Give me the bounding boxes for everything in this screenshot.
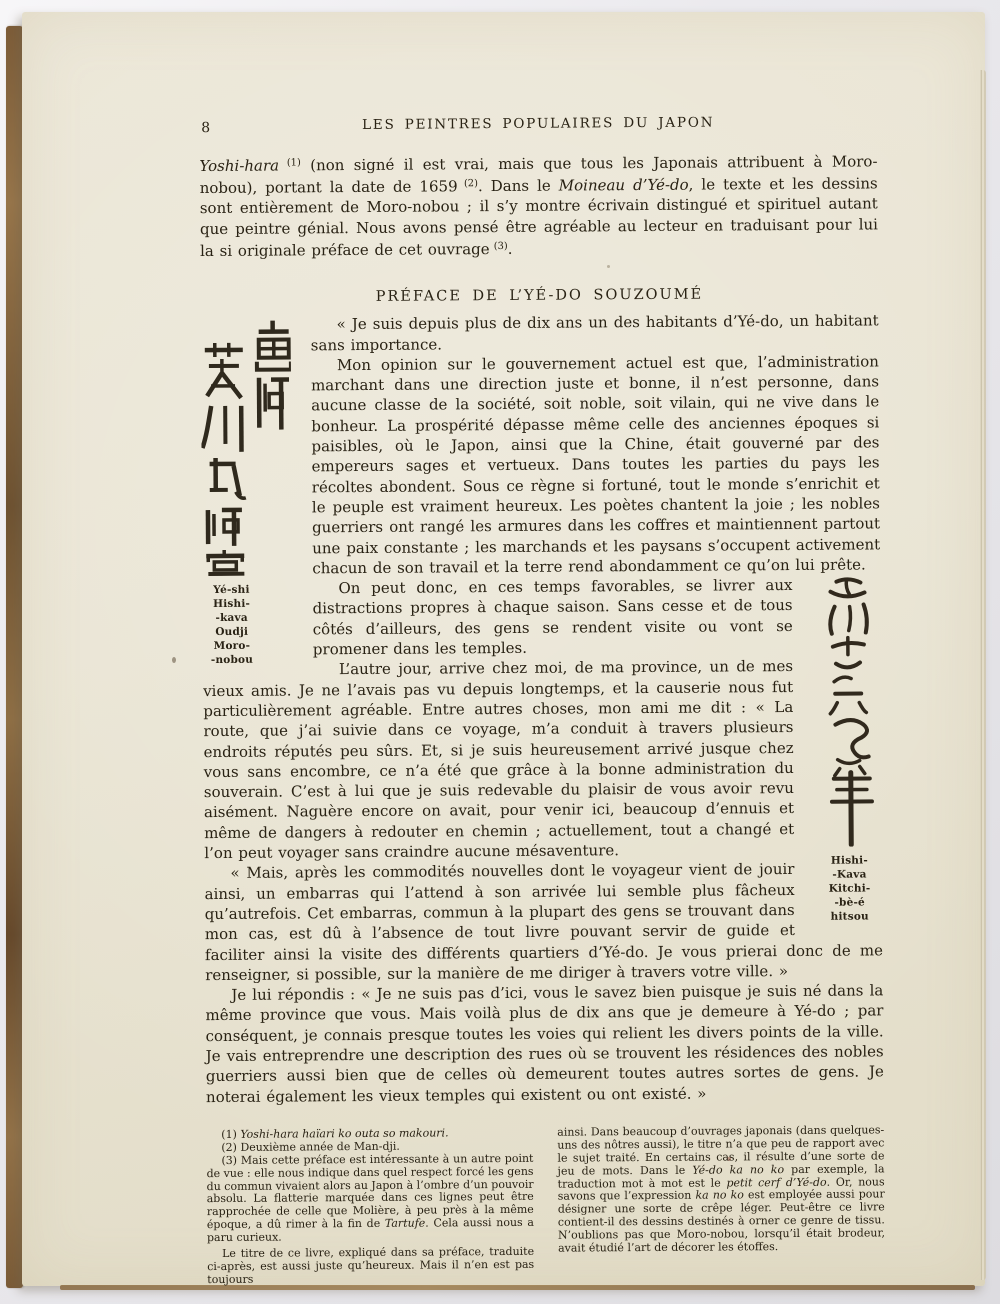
moronobu-signature-calligraphy: [201, 318, 293, 577]
footnote-3-continued: Le titre de ce livre, expliqué dans sa préface, traduite ci-après, est aussi juste qu’heureux. Mais il n’en est pas toujours: [207, 1244, 535, 1286]
preface-paragraph: « Mais, après les commodités nouvelles dont le voyageur vient de jouir ainsi, un embarras qui l’attend à son arrivée lui semble plus fâcheux qu’autrefois. Cet embarras, commun à la plupart des gens se trouvant dans mon cas, est dû à l’absence de tout livre pouvant servir de guide et faciliter ainsi la visite des différents quartiers d’Yé-do. Je vous prierai donc de me renseigner, si possible, sur la manière de me diriger à travers votre ville. »: [204, 860, 884, 984]
moronobu-signature-caption: Yé-shi Hishi- -kava Oudji Moro- -nobou: [210, 584, 254, 667]
footnote-2: (2) Deuxième année de Man-dji.: [221, 1139, 400, 1154]
preface-paragraph: L’autre jour, arrive chez moi, de ma province, un de mes vieux amis. Je ne l’avais pas vu depuis longtemps, et la causerie nous fut particulièrement agréable. Entre autres choses, mon ami me dit : « La route, que j’ai suivie dans ce voyage, m’a conduit à travers plusieurs endroits réputés peu sûrs. Et, si je suis heureusement arrivé jusque chez vous sans encombre, ce n’a été que grâce à la bonne administration du souverain. C’est à lui que je suis redevable du plaisir de vous avoir revu aisément. Naguère encore on avait, pour venir ici, beaucoup d’ennuis et même de dangers à redouter en chemin ; actuellement, tout a changé et l’on peut voyager sans craindre aucune mésaventure.: [203, 657, 795, 863]
footnote-3: (3) Mais cette préface est intéressante à un autre point de vue : elle nous indique dans quel respect forcé les gens du commun vivaient alors au Japon à l’ombre d’un pouvoir absolu. La flatterie marquée dans ces lignes peut être rapprochée de celle que Molière, à peu près à la même époque, a dû rimer à la fin de Tartufe. Cela aussi nous a paru curieux.: [206, 1151, 534, 1245]
paragraph-text: « Je suis depuis plus de dix ans un des habitants d’Yé-do, un habitant sans importance.: [310, 311, 879, 354]
kichibee-signature-calligraphy: [822, 577, 880, 847]
running-head: [199, 113, 877, 138]
footnote-column-right: [557, 1124, 885, 1284]
preface-heading: PRÉFACE DE L’YÉ-DO SOUZOUMÉ: [375, 286, 704, 306]
footnote-1: (1) Yoshi-hara haïari ko outa so makouri.: [221, 1126, 449, 1141]
preface-paragraph: Je lui répondis : « Je ne suis pas d’ici, vous le savez bien puisque je suis né dans la même province que vous. Mais voilà plus de dix ans que je demeure à Yé-do ; par conséquent, je connais presque toutes les voies qui relient les divers points de la ville. Je vais entreprendre une description des rues où se trouvent les résidences des nobles guerriers aussi bien que de celles où demeurent toutes autres sortes de gens. Je noterai également les vieux temples qui existent ou ont existé. »: [205, 981, 884, 1106]
preface-paragraph: Mon opinion sur le gouvernement actuel est que, l’administration marchant dans une direction juste et bonne, il n’est personne, dans aucune classe de la société, soit noble, soit vilain, qui ne vive dans le bonheur. La prospérité dépasse même celle des anciennes époques si paisibles, où le Japon, ainsi que la Chine, était gouverné par des empereurs sages et vertueux. Dans toutes les parties du pays les récoltes abondent. Sous ce règne si fortuné, tout le monde s’enrichit et le peuple est vraiment heureux. Les poètes chantent la joie ; les nobles guerriers ont rangé les armures dans les coffres et maintiennent partout une paix constante ; les marchands et les paysans s’occupent activement chacun de son travail et la terre rend abondamment ce qu’on lui prête.: [310, 352, 881, 578]
paragraph-text: On peut donc, en ces temps favorables, se livrer aux distractions propres à chaque saison. Sans cesse et de tous côtés d’ailleurs, des gens se rendent visite ou vont se promener dans les temples.: [312, 576, 793, 659]
footnote-3-continuation: ainsi. Dans beaucoup d’ouvrages japonais (dans quelques-uns des nôtres aussi), le titre n’a que peu de rapport avec le sujet traité. En certains cas, il résulte d’une sorte de jeu de mots. Dans le Yé-do ka no ko par exemple, la traduction mot à mot est le petit cerf d’Yé-do. Or, nous savons que l’expression ka no ko est employée aussi pour désigner une sorte de crêpe léger. Peut-être ce livre contient-il des dessins destinés à orner ce genre de tissu. N’oublions pas que Moro-nobou, lorsqu’il était brodeur, avait étudié l’art de décorer les étoffes.: [557, 1123, 886, 1255]
moronobu-signature-block: [201, 318, 300, 668]
footnotes: [206, 1124, 885, 1287]
kichibee-signature-block: [804, 577, 882, 925]
preface-body: [201, 311, 885, 1107]
kichibee-signature-caption: Hishi- -Kava Kitchi- -bè-é hitsou: [828, 854, 871, 923]
running-title: LES PEINTRES POPULAIRES DU JAPON: [362, 114, 715, 133]
page-number: 8: [201, 120, 211, 137]
footnote-column-left: [206, 1127, 534, 1287]
page-content: [18, 9, 990, 1290]
book-page: [22, 12, 985, 1286]
intro-paragraph: Yoshi-hara $^{(1)}$ (non signé il est vrai, mais que tous les Japonais attribuent à Moro-nobou), portant la date de 1659 $^{(2)}$. Dans le Moineau d’Yé-do, le texte et les dessins sont entièrement de Moro-nobou ; il s’y montre écrivain distingué et spirituel autant que peintre génial. Nous avons pensé être agréable au lecteur en traduisant pour lui la si originale préface de cet ouvrage $^{(3)}$.: [199, 152, 878, 261]
